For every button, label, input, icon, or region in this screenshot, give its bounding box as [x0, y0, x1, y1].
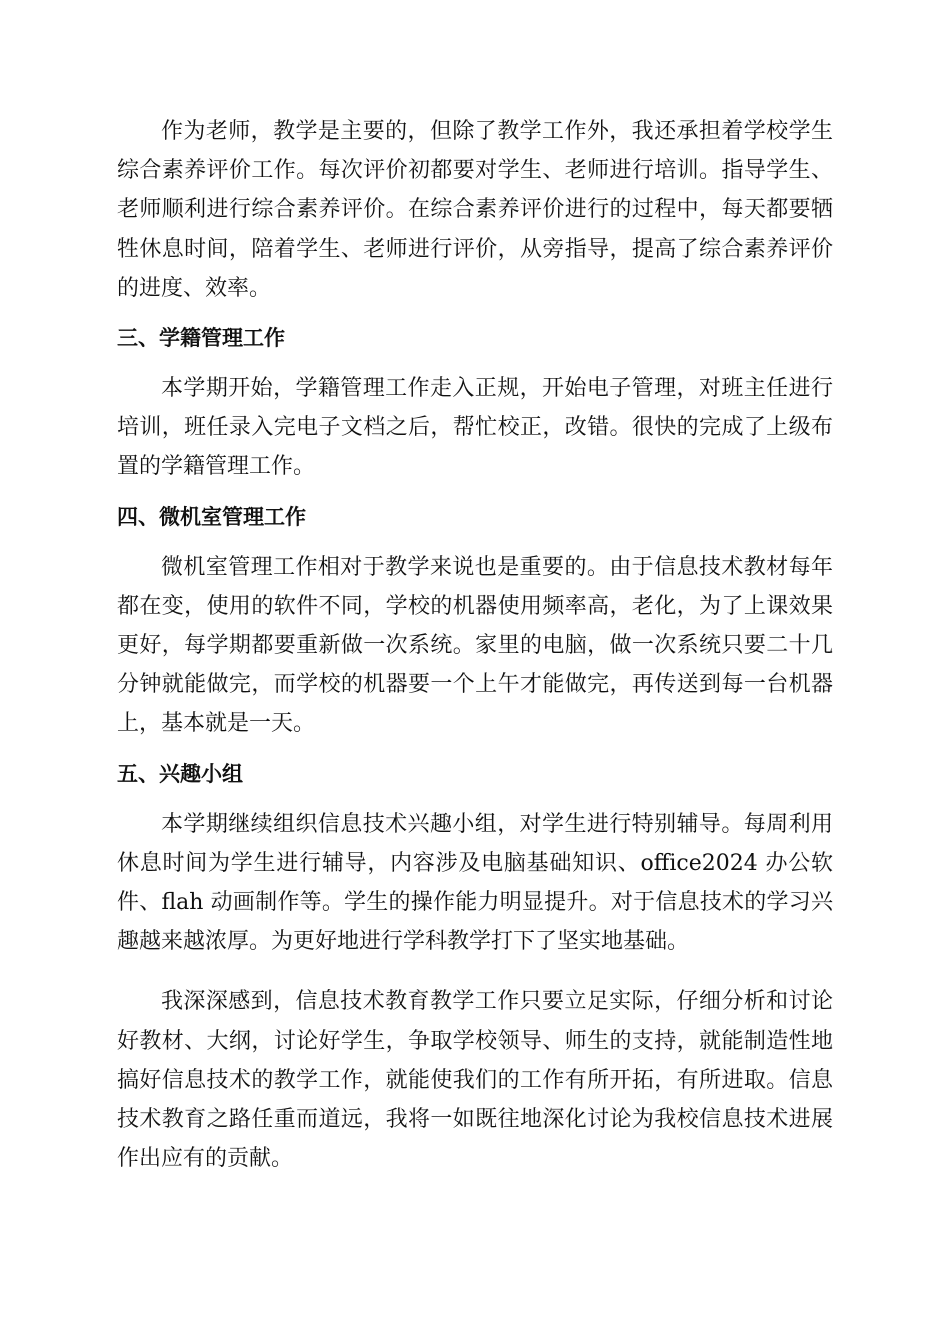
paragraph-conclusion: 我深深感到，信息技术教育教学工作只要立足实际，仔细分析和讨论好教材、大纲，讨论好学生，争取学校领导、师生的支持，就能制造性地搞好信息技术的教学工作，就能使我们的工作有所开拓，有所进取。信息技术教育之路任重而道远，我将一如既往地深化讨论为我校信息技术进展作出应有的贡献。	[117, 989, 833, 1172]
paragraph-computer-lab: 微机室管理工作相对于教学来说也是重要的。由于信息技术教材每年都在变，使用的软件不同，学校的机器使用频率高，老化，为了上课效果更好，每学期都要重新做一次系统。家里的电脑，做一次系统只要二十几分钟就能做完，而学校的机器要一个上午才能做完，再传送到每一台机器上，基本就是一天。	[117, 554, 833, 737]
paragraph-evaluation-work: 作为老师，教学是主要的，但除了教学工作外，我还承担着学校学生综合素养评价工作。每次评价初都要对学生、老师进行培训。指导学生、老师顺利进行综合素养评价。在综合素养评价进行的过程中，每天都要牺牲休息时间，陪着学生、老师进行评价，从旁指导，提高了综合素养评价的进度、效率。	[117, 119, 833, 301]
paragraph-interest-group: 本学期继续组织信息技术兴趣小组，对学生进行特别辅导。每周利用休息时间为学生进行辅导，内容涉及电脑基础知识、office2024 办公软件、flah 动画制作等。学生的操作能力明显提升。对于信息技术的学习兴趣越来越浓厚。为更好地进行学科教学打下了坚实地基础。	[117, 811, 833, 955]
paragraph-student-records: 本学期开始，学籍管理工作走入正规，开始电子管理，对班主任进行培训，班任录入完电子文档之后，帮忙校正，改错。很快的完成了上级布置的学籍管理工作。	[117, 376, 833, 480]
heading-computer-lab: 四、微机室管理工作	[117, 504, 306, 529]
document-page	[117, 112, 833, 1178]
heading-interest-group: 五、兴趣小组	[117, 761, 243, 786]
heading-student-records: 三、学籍管理工作	[117, 326, 285, 351]
